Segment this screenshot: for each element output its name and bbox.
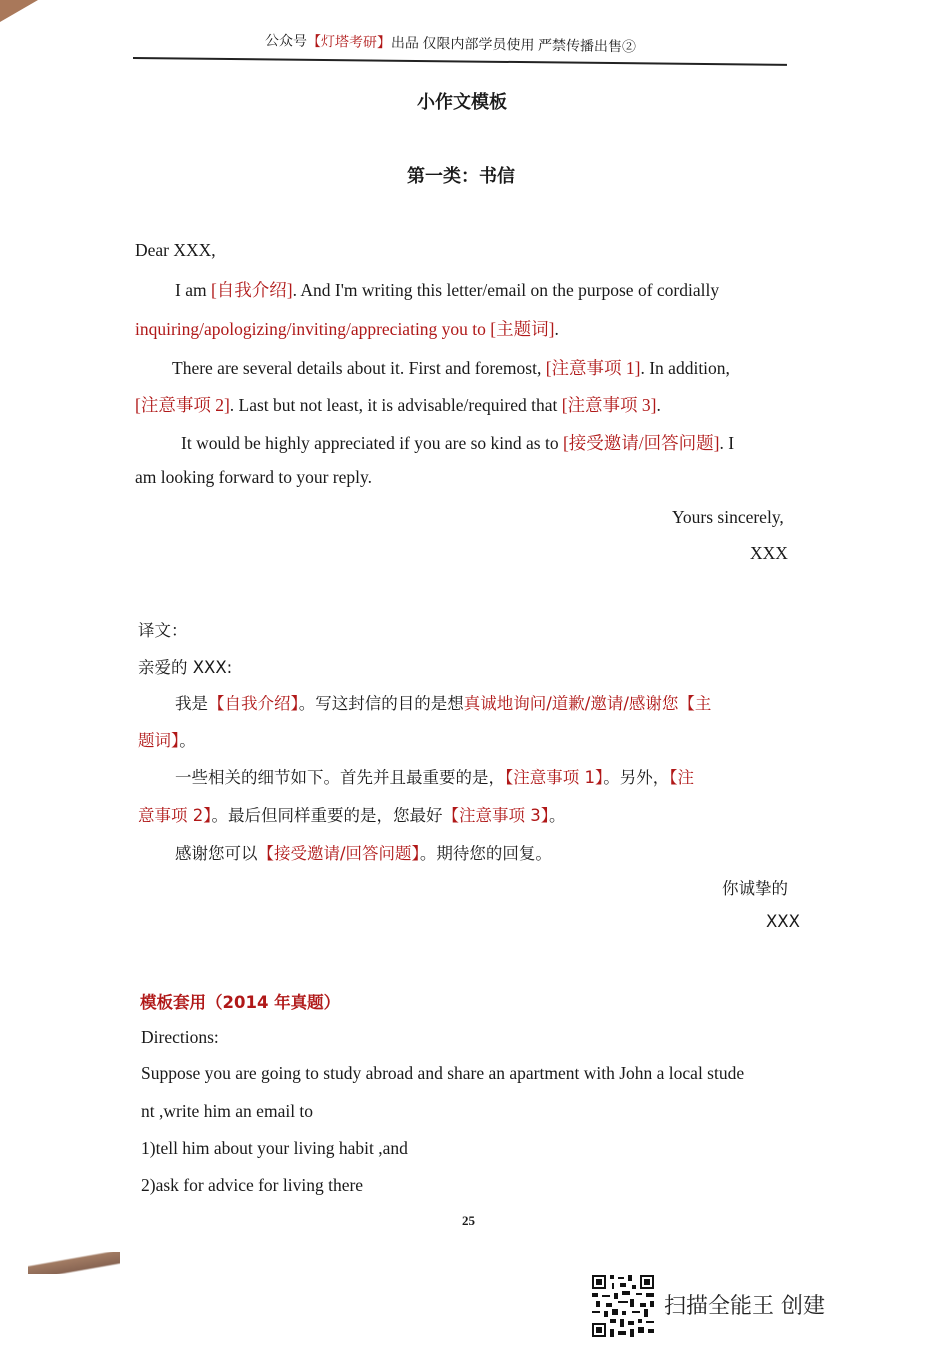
page-number: 25 bbox=[462, 1213, 475, 1228]
directions-item-1: 1)tell him about your living habit ,and bbox=[141, 1138, 408, 1158]
binding-shadow bbox=[28, 1252, 120, 1274]
translation-closing: 你诚挚的 bbox=[722, 879, 788, 898]
directions-label: Directions: bbox=[141, 1027, 219, 1047]
page-title: 小作文模板 bbox=[417, 92, 507, 113]
translation-signature: XXX bbox=[766, 912, 800, 931]
directions-item-2: 2)ask for advice for living there bbox=[141, 1175, 364, 1195]
template-use-heading: 模板套用（2014 年真题） bbox=[140, 993, 341, 1012]
letter-paragraph-3-line-1: It would be highly appreciated if you are so kind as to [接受邀请/回答问题]. I bbox=[181, 433, 735, 453]
letter-paragraph-3-line-2: am looking forward to your reply. bbox=[135, 467, 373, 487]
letter-signature: XXX bbox=[750, 543, 788, 563]
letter-paragraph-1-line-1: I am [自我介绍]. And I'm writing this letter/email on the purpose of cordially bbox=[175, 280, 720, 300]
translation-paragraph-1-line-1: 我是【自我介绍】。写这封信的目的是想真诚地询问/道歉/邀请/感谢您【主 bbox=[175, 694, 712, 713]
page-header: 公众号【灯塔考研】出品 仅限内部学员使用 严禁传播出售② bbox=[264, 34, 637, 56]
directions-line-1: Suppose you are going to study abroad and share an apartment with John a local stude bbox=[141, 1063, 745, 1083]
translation-paragraph-1-line-2: 题词】。 bbox=[138, 731, 196, 750]
section-title: 第一类：书信 bbox=[407, 166, 515, 187]
translation-paragraph-2-line-1: 一些相关的细节如下。首先并且最重要的是，【注意事项 1】。另外，【注 bbox=[175, 768, 694, 787]
translation-label: 译文： bbox=[138, 621, 188, 640]
letter-closing: Yours sincerely, bbox=[672, 507, 784, 527]
letter-paragraph-2-line-2: [注意事项 2]. Last but not least, it is advisable/required that [注意事项 3]. bbox=[135, 395, 661, 415]
translation-paragraph-2-line-2: 意事项 2】。最后但同样重要的是，您最好【注意事项 3】。 bbox=[138, 806, 566, 825]
translation-paragraph-3: 感谢您可以【接受邀请/回答问题】。期待您的回复。 bbox=[175, 844, 552, 863]
qr-code-icon bbox=[592, 1275, 654, 1337]
header-rule bbox=[133, 57, 787, 66]
translation-greeting: 亲爱的 XXX: bbox=[138, 658, 233, 677]
letter-paragraph-1-line-2: inquiring/apologizing/inviting/appreciating you to [主题词]. bbox=[135, 319, 559, 339]
page-corner-shadow bbox=[0, 0, 38, 22]
letter-greeting: Dear XXX, bbox=[135, 240, 216, 260]
directions-line-2: nt ,write him an email to bbox=[141, 1101, 314, 1121]
scanner-watermark-label: 扫描全能王 创建 bbox=[664, 1294, 825, 1319]
letter-paragraph-2-line-1: There are several details about it. First and foremost, [注意事项 1]. In addition, bbox=[172, 358, 730, 378]
